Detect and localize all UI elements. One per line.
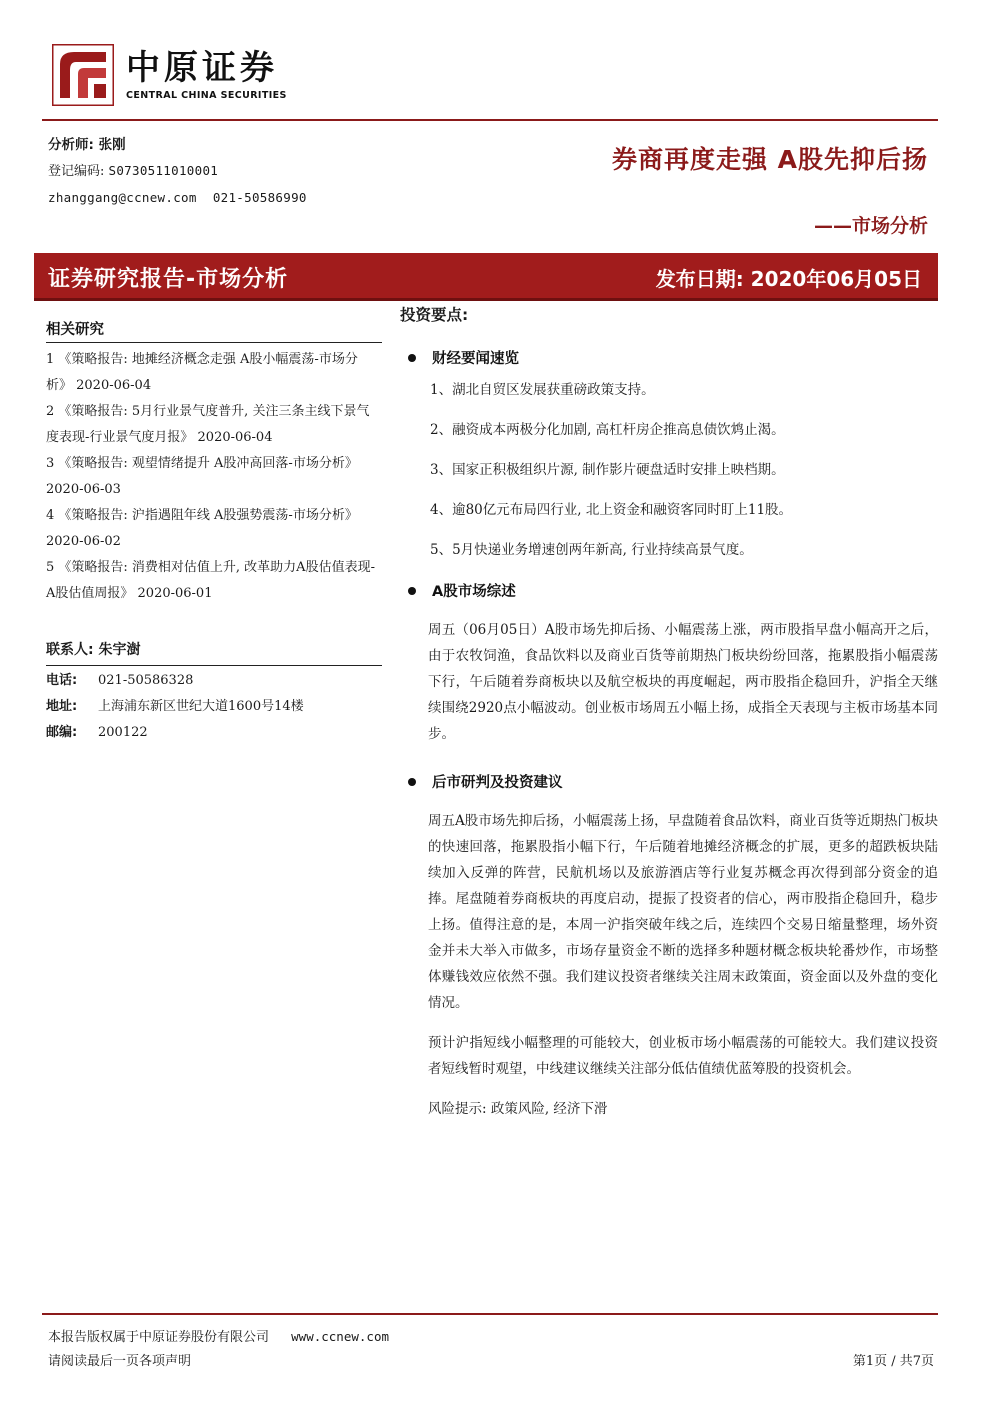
contact-address-label: 地址: [46,699,78,714]
related-research-item[interactable]: 5 《策略报告: 消费相对估值上升, 改革助力A股估值表现-A股估值周报》 2020-06-01 [46,560,375,601]
analyst-name: 分析师: 张刚 [48,137,126,153]
contact-zip-row [46,720,382,746]
analyst-registration [48,158,307,185]
report-title: 券商再度走强 A股先抑后扬 [611,145,928,174]
related-research-item[interactable]: 2 《策略报告: 5月行业景气度普升, 关注三条主线下景气度表现-行业景气度月报》 2020-06-04 [46,404,370,445]
footer-website-link[interactable]: www.ccnew.com [291,1329,389,1344]
related-research-item[interactable]: 3 《策略报告: 观望情绪提升 A股冲高回落-市场分析》 2020-06-03 [46,456,358,497]
related-research-item[interactable]: 4 《策略报告: 沪指遇阻年线 A股强势震荡-市场分析》 2020-06-02 [46,508,358,549]
news-item: 5、5月快递业务增速创两年新高, 行业持续高景气度。 [430,542,753,558]
contact-phone: 021-50586328 [98,673,194,688]
bullet-icon [408,587,416,595]
advice-paragraph-2: 预计沪指短线小幅整理的可能较大，创业板市场小幅震荡的可能较大。我们建议投资者短线暂时观望，中线建议继续关注部分低估值绩优蓝筹股的投资机会。 [428,1035,938,1077]
registration-label: 登记编码: [48,164,105,179]
contact-person-label: 联系人: [46,642,94,658]
advice-heading-text: 后市研判及投资建议 [432,775,563,791]
contact-phone-row [46,668,382,694]
header-divider [42,119,938,121]
publish-date: 发布日期: 2020年06月05日 [655,267,922,291]
analyst-info [48,132,307,212]
market-heading-text: A股市场综述 [432,584,516,600]
company-logo [52,44,312,108]
news-item: 1、湖北自贸区发展获重磅政策支持。 [430,382,655,398]
advice-section-heading [408,771,938,792]
news-heading-text: 财经要闻速览 [432,351,519,367]
related-research-heading: 相关研究 [46,318,382,343]
contact-person-name: 朱宇澍 [98,642,141,658]
report-banner [34,253,938,301]
contact-zip: 200122 [98,725,148,740]
contact-person-row [46,637,382,666]
contact-phone-label: 电话: [46,673,78,688]
footer-copyright-row [48,1326,389,1345]
main-content [400,303,938,1122]
investment-points-heading: 投资要点: [400,306,469,324]
report-category: 证券研究报告-市场分析 [48,267,289,292]
logo-english-name: CENTRAL CHINA SECURITIES [126,90,287,101]
footer-divider [42,1313,938,1315]
registration-code: S0730511010001 [108,163,219,178]
market-summary-paragraph: 周五（06月05日）A股市场先抑后扬、小幅震荡上涨，两市股指早盘小幅高开之后，由于农牧饲渔，食品饮料以及商业百货等前期热门板块纷纷回落，拖累股指小幅震荡下行，午后随着券商板块以及航空板块的再度崛起，两市股指企稳回升，沪指全天继续围绕2920点小幅波动。创业板市场周五小幅上扬，成指全天表现与主板市场基本同步。 [428,622,938,742]
contact-address: 上海浦东新区世纪大道1600号14楼 [98,699,304,714]
news-item: 2、融资成本两极分化加剧, 高杠杆房企推高息债饮鸩止渴。 [430,422,785,438]
logo-chinese-name: 中原证券 [126,48,278,88]
footer-copyright: 本报告版权属于中原证券股份有限公司 [48,1330,270,1345]
footer-disclaimer: 请阅读最后一页各项声明 [48,1354,192,1369]
related-research-item[interactable]: 1 《策略报告: 地摊经济概念走强 A股小幅震荡-市场分析》 2020-06-04 [46,352,358,393]
analyst-phone: 021-50586990 [212,190,307,205]
market-section-heading [408,580,938,601]
news-item: 4、逾80亿元布局四行业, 北上资金和融资客同时盯上11股。 [430,502,793,518]
bullet-icon [408,354,416,362]
report-subtitle: ——市场分析 [813,215,928,237]
risk-warning: 风险提示: 政策风险, 经济下滑 [428,1101,608,1117]
analyst-email[interactable]: zhanggang@ccnew.com [48,190,197,205]
bullet-icon [408,778,416,786]
contact-address-row [46,694,382,720]
sidebar-column [46,318,382,746]
advice-paragraph-1: 周五A股市场先抑后扬，小幅震荡上扬，早盘随着食品饮料，商业百货等近期热门板块的快速回落，拖累股指小幅下行，午后随着地摊经济概念的扩展，更多的超跌板块陆续加入反弹的阵营，民航机场以及旅游酒店等行业复苏概念再次得到部分资金的追捧。尾盘随着券商板块的再度启动，提振了投资者的信心，两市股指企稳回升，稳步上扬。值得注意的是，本周一沪指突破年线之后，连续四个交易日缩量整理，场外资金并未大举入市做多，市场存量资金不断的选择多种题材概念板块轮番炒作，市场整体赚钱效应依然不强。我们建议投资者继续关注周末政策面，资金面以及外盘的变化情况。 [428,813,938,1011]
analyst-contact-line [48,185,307,212]
news-item: 3、国家正积极组织片源, 制作影片硬盘适时安排上映档期。 [430,462,785,478]
company-logo-icon [52,44,114,106]
page-number: 第1页 / 共7页 [852,1354,934,1369]
news-list [430,380,938,560]
news-section-heading [408,347,938,368]
contact-zip-label: 邮编: [46,725,78,740]
contact-block [46,637,382,746]
related-research-list [46,347,382,607]
